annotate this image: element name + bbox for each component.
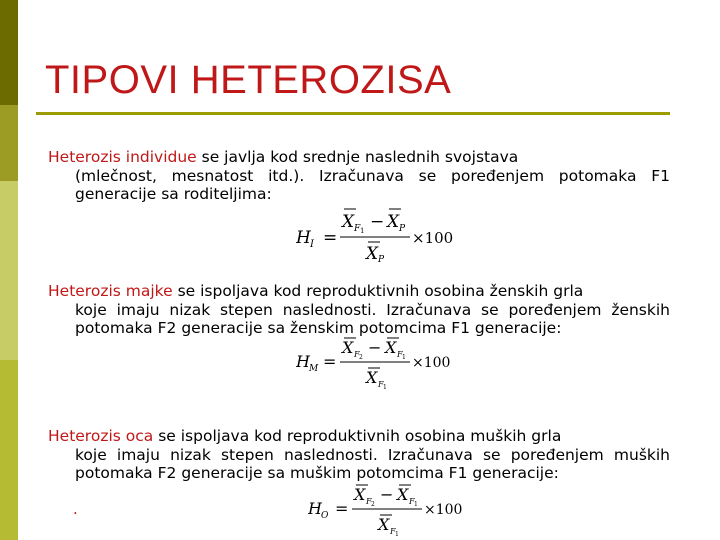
- body-text: koje imaju nizak stepen naslednosti. Izračunava se poređenjem muških potomaka F2 generacije sa muškim potomcima F1 generacije:: [75, 445, 670, 482]
- formula-num-b-subsub: 1: [414, 501, 418, 508]
- formula-heterozis-individue: [296, 206, 466, 262]
- side-stripe-1: [0, 0, 18, 105]
- paragraph-heterozis-majke: [48, 282, 670, 338]
- formula-num-b: X: [385, 338, 397, 357]
- title-underline: [36, 112, 670, 115]
- paragraph-heterozis-individue: [48, 148, 670, 204]
- body-text: (mlečnost, mesnatost itd.). Izračunava se poređenjem potomaka F1 generacije sa roditeljima:: [75, 166, 670, 203]
- formula-den: X: [378, 515, 390, 534]
- formula-num-a-sub: F: [354, 350, 360, 359]
- formula-eq: =: [323, 352, 337, 371]
- side-stripe-2: [0, 105, 18, 181]
- formula-eq: =: [335, 499, 349, 518]
- formula-num-a-sub: F: [354, 224, 361, 234]
- formula-num-a-subsub: 1: [360, 227, 365, 235]
- trailing-dot: .: [73, 500, 78, 518]
- side-stripe-3: [0, 181, 18, 360]
- formula-mult: ×100: [424, 502, 463, 518]
- formula-den-subsub: 1: [395, 531, 399, 538]
- body-text: koje imaju nizak stepen naslednosti. Izračunava se poređenjem ženskih potomaka F2 generacije sa ženskim potomcima F1 generacije:: [75, 300, 670, 337]
- formula-den-sub: P: [378, 255, 385, 262]
- formula-num-a: X: [354, 485, 366, 504]
- paragraph-heterozis-oca: [48, 427, 670, 483]
- formula-lhs: H: [296, 228, 311, 248]
- formula-lhs-sub: M: [309, 364, 319, 374]
- term-heterozis-individue: Heterozis individue: [48, 148, 197, 166]
- formula-num-b-sub: P: [399, 224, 406, 234]
- formula-num-b-subsub: 1: [402, 354, 406, 361]
- lead-text: se ispoljava kod reproduktivnih osobina ženskih grla: [172, 282, 584, 300]
- formula-heterozis-majke: [296, 335, 466, 391]
- formula-num-a-subsub: 2: [371, 501, 375, 508]
- formula-mult: ×100: [412, 355, 451, 371]
- formula-lhs-sub: I: [310, 239, 314, 250]
- formula-num-a: X: [342, 212, 355, 232]
- formula-num-a: X: [342, 338, 354, 357]
- formula-den-sub: F: [390, 527, 396, 536]
- formula-num-b: X: [387, 212, 400, 232]
- formula-lhs: H: [308, 499, 322, 518]
- formula-minus: −: [370, 212, 385, 232]
- formula-den: X: [366, 368, 378, 387]
- formula-den-sub: F: [378, 380, 384, 389]
- side-stripe-4: [0, 360, 18, 540]
- formula-num-a-subsub: 2: [359, 354, 363, 361]
- formula-num-b-sub: F: [397, 350, 403, 359]
- formula-den-subsub: 1: [383, 384, 387, 391]
- formula-lhs: H: [296, 352, 310, 371]
- formula-lhs-sub: O: [321, 511, 329, 521]
- lead-text: se ispoljava kod reproduktivnih osobina muških grla: [153, 427, 562, 445]
- term-heterozis-oca: Heterozis oca: [48, 427, 154, 445]
- term-heterozis-majke: Heterozis majke: [48, 282, 173, 300]
- lead-text: se javlja kod srednje naslednih svojstava: [196, 148, 519, 166]
- formula-heterozis-oca: [308, 482, 478, 538]
- formula-den: X: [366, 244, 379, 262]
- formula-minus: −: [368, 338, 382, 357]
- slide-title: TIPOVI HETEROZISA: [45, 58, 452, 102]
- formula-minus: −: [380, 485, 394, 504]
- formula-eq: =: [323, 228, 338, 248]
- formula-num-a-sub: F: [366, 497, 372, 506]
- formula-mult: ×100: [412, 229, 454, 247]
- formula-num-b-sub: F: [409, 497, 415, 506]
- formula-num-b: X: [397, 485, 409, 504]
